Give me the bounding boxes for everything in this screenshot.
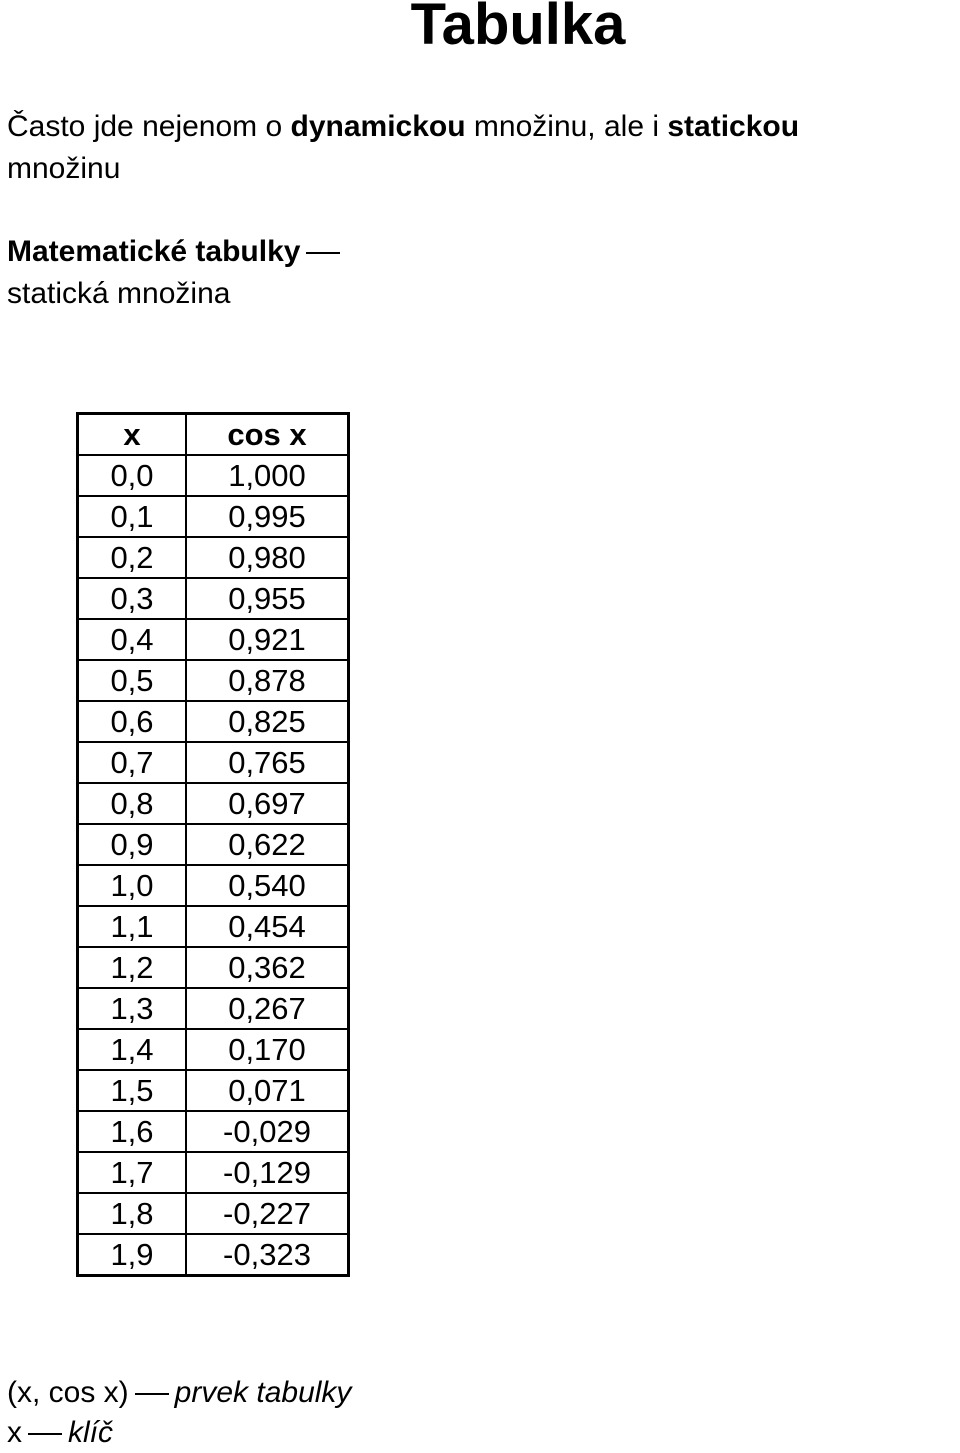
cell-cos: -0,323	[186, 1234, 349, 1276]
cell-cos: 0,765	[186, 742, 349, 783]
cell-x: 1,4	[78, 1029, 187, 1070]
em-dash	[135, 1393, 169, 1395]
cell-cos: 0,825	[186, 701, 349, 742]
cell-cos: -0,227	[186, 1193, 349, 1234]
cell-x: 0,2	[78, 537, 187, 578]
cell-x: 0,7	[78, 742, 187, 783]
table-row	[78, 660, 349, 701]
table-row	[78, 537, 349, 578]
math-tables-paragraph	[7, 231, 907, 315]
cell-x: 1,2	[78, 947, 187, 988]
cell-x: 1,7	[78, 1152, 187, 1193]
table-row	[78, 1070, 349, 1111]
column-header-x: x	[78, 414, 187, 456]
intro-text: množinu	[7, 152, 121, 185]
page-title: Tabulka	[410, 0, 626, 57]
table-row	[78, 1111, 349, 1152]
cell-x: 1,9	[78, 1234, 187, 1276]
cell-cos: 0,697	[186, 783, 349, 824]
footer-element-desc: prvek tabulky	[174, 1376, 352, 1409]
em-dash	[306, 252, 340, 254]
cell-cos: 0,980	[186, 537, 349, 578]
table-row	[78, 619, 349, 660]
math-subtitle: statická množina	[7, 277, 231, 310]
em-dash	[28, 1433, 62, 1435]
footer-element-label: (x, cos x)	[7, 1376, 129, 1409]
cell-cos: -0,029	[186, 1111, 349, 1152]
table-row	[78, 742, 349, 783]
table-row	[78, 701, 349, 742]
footer-notes	[7, 1373, 907, 1453]
table-row	[78, 1193, 349, 1234]
table-body	[78, 455, 349, 1276]
table-row	[78, 578, 349, 619]
table-row	[78, 455, 349, 496]
cell-x: 1,6	[78, 1111, 187, 1152]
cell-cos: 0,454	[186, 906, 349, 947]
table-header-row	[78, 414, 349, 456]
cell-cos: 0,921	[186, 619, 349, 660]
table-row	[78, 947, 349, 988]
cell-x: 0,6	[78, 701, 187, 742]
table-row	[78, 783, 349, 824]
intro-bold-static: statickou	[667, 110, 800, 143]
cell-x: 0,5	[78, 660, 187, 701]
cell-cos: 0,878	[186, 660, 349, 701]
intro-paragraph	[7, 106, 952, 190]
cell-cos: 0,955	[186, 578, 349, 619]
cell-cos: 0,170	[186, 1029, 349, 1070]
table-row	[78, 496, 349, 537]
cell-cos: -0,129	[186, 1152, 349, 1193]
table-row	[78, 906, 349, 947]
cell-cos: 0,995	[186, 496, 349, 537]
table-row	[78, 1152, 349, 1193]
table-row	[78, 865, 349, 906]
cell-cos: 0,362	[186, 947, 349, 988]
cell-x: 1,5	[78, 1070, 187, 1111]
intro-text: množinu, ale i	[465, 110, 668, 143]
table-row	[78, 1029, 349, 1070]
cell-x: 0,4	[78, 619, 187, 660]
cell-x: 0,0	[78, 455, 187, 496]
column-header-cos: cos x	[186, 414, 349, 456]
cell-x: 0,3	[78, 578, 187, 619]
cell-cos: 0,267	[186, 988, 349, 1029]
cell-x: 0,9	[78, 824, 187, 865]
intro-bold-dynamic: dynamickou	[290, 110, 466, 143]
cell-x: 1,0	[78, 865, 187, 906]
cell-cos: 1,000	[186, 455, 349, 496]
table-row	[78, 1234, 349, 1276]
cell-x: 0,8	[78, 783, 187, 824]
table-row	[78, 824, 349, 865]
cell-cos: 0,622	[186, 824, 349, 865]
cell-x: 1,3	[78, 988, 187, 1029]
cell-x: 1,1	[78, 906, 187, 947]
cell-cos: 0,071	[186, 1070, 349, 1111]
cell-x: 0,1	[78, 496, 187, 537]
cell-cos: 0,540	[186, 865, 349, 906]
cell-x: 1,8	[78, 1193, 187, 1234]
math-heading: Matematické tabulky	[7, 235, 301, 268]
footer-key-desc: klíč	[68, 1416, 113, 1449]
intro-text: Často jde nejenom o	[7, 110, 291, 143]
table-row	[78, 988, 349, 1029]
cosine-table	[76, 412, 350, 1277]
footer-key-label: x	[7, 1416, 22, 1449]
